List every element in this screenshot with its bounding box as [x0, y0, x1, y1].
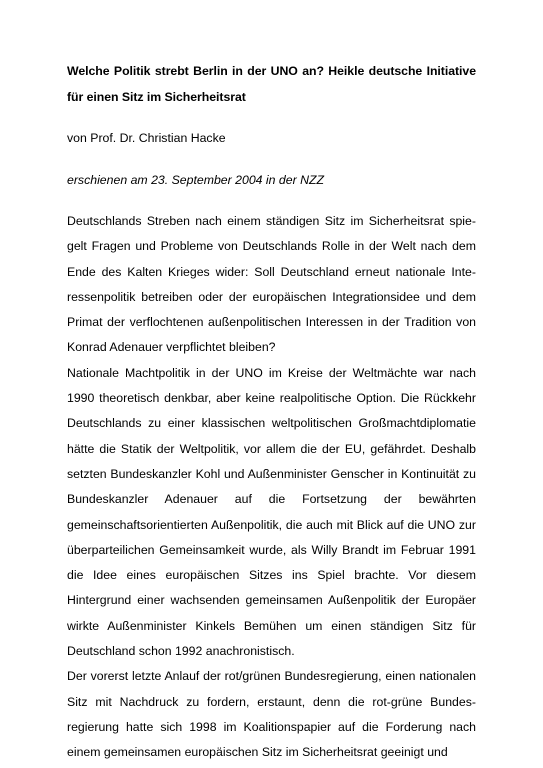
publication-note: erschienen am 23. September 2004 in der NZZ — [67, 173, 325, 187]
paragraph-1: Deutschlands Streben nach einem ständigen Sitz im Sicherheitsrat spiegelt Fragen und Probleme von Deutschlands Rolle in der Welt nach dem Ende des Kalten Krieges wider: Soll Deutschland erneut nationale Interessenpolitik betreiben oder der europäischen Integrationsidee und dem Primat der verflochtenen außenpolitischen Interessen in der Tradition von Konrad Adenauer verpflichtet bleiben? — [67, 214, 476, 355]
document-page — [67, 58, 476, 766]
article-author: von Prof. Dr. Christian Hacke — [67, 131, 226, 145]
paragraph-3: Der vorerst letzte Anlauf der rot/grünen Bundesregierung, einen nationalen Sitz mit Nachdruck zu fordern, erstaunt, denn die rot-grüne Bundesregierung hatte sich 1998 im Koalitionspapier auf die Forderung nach einem gemeinsamen europäischen Sitz im Sicherheitsrat geeinigt und — [67, 669, 476, 760]
paragraph-2: Nationale Machtpolitik in der UNO im Kreise der Weltmächte war nach 1990 theoretisch denkbar, aber keine realpolitische Option. Die Rückkehr Deutschlands zu einer klassischen weltpolitischen Großmachtdiplomatie hätte die Statik der Weltpolitik, vor allem die der EU, gefährdet. Deshalb setzten Bundeskanzler Kohl und Außenminister Genscher in Kontinuität zu Bundeskanzler Adenauer auf die Fortsetzung der bewährten gemeinschaftsorientierten Außenpolitik, die auch mit Blick auf die UNO zur überparteilichen Gemeinsamkeit wurde, als Willy Brandt im Februar 1991 die Idee eines europäischen Sitzes ins Spiel brachte. Vor diesem Hintergrund einer wachsenden gemeinsamen Außenpolitik der Europäer wirkte Außenminister Kinkels Bemühen um einen ständigen Sitz für Deutschland schon 1992 anachronistisch. — [67, 365, 476, 659]
article-body — [67, 209, 476, 766]
article-title: Welche Politik strebt Berlin in der UNO an? Heikle deutsche Initiative für einen Sitz im Sicherheitsrat — [67, 64, 476, 104]
